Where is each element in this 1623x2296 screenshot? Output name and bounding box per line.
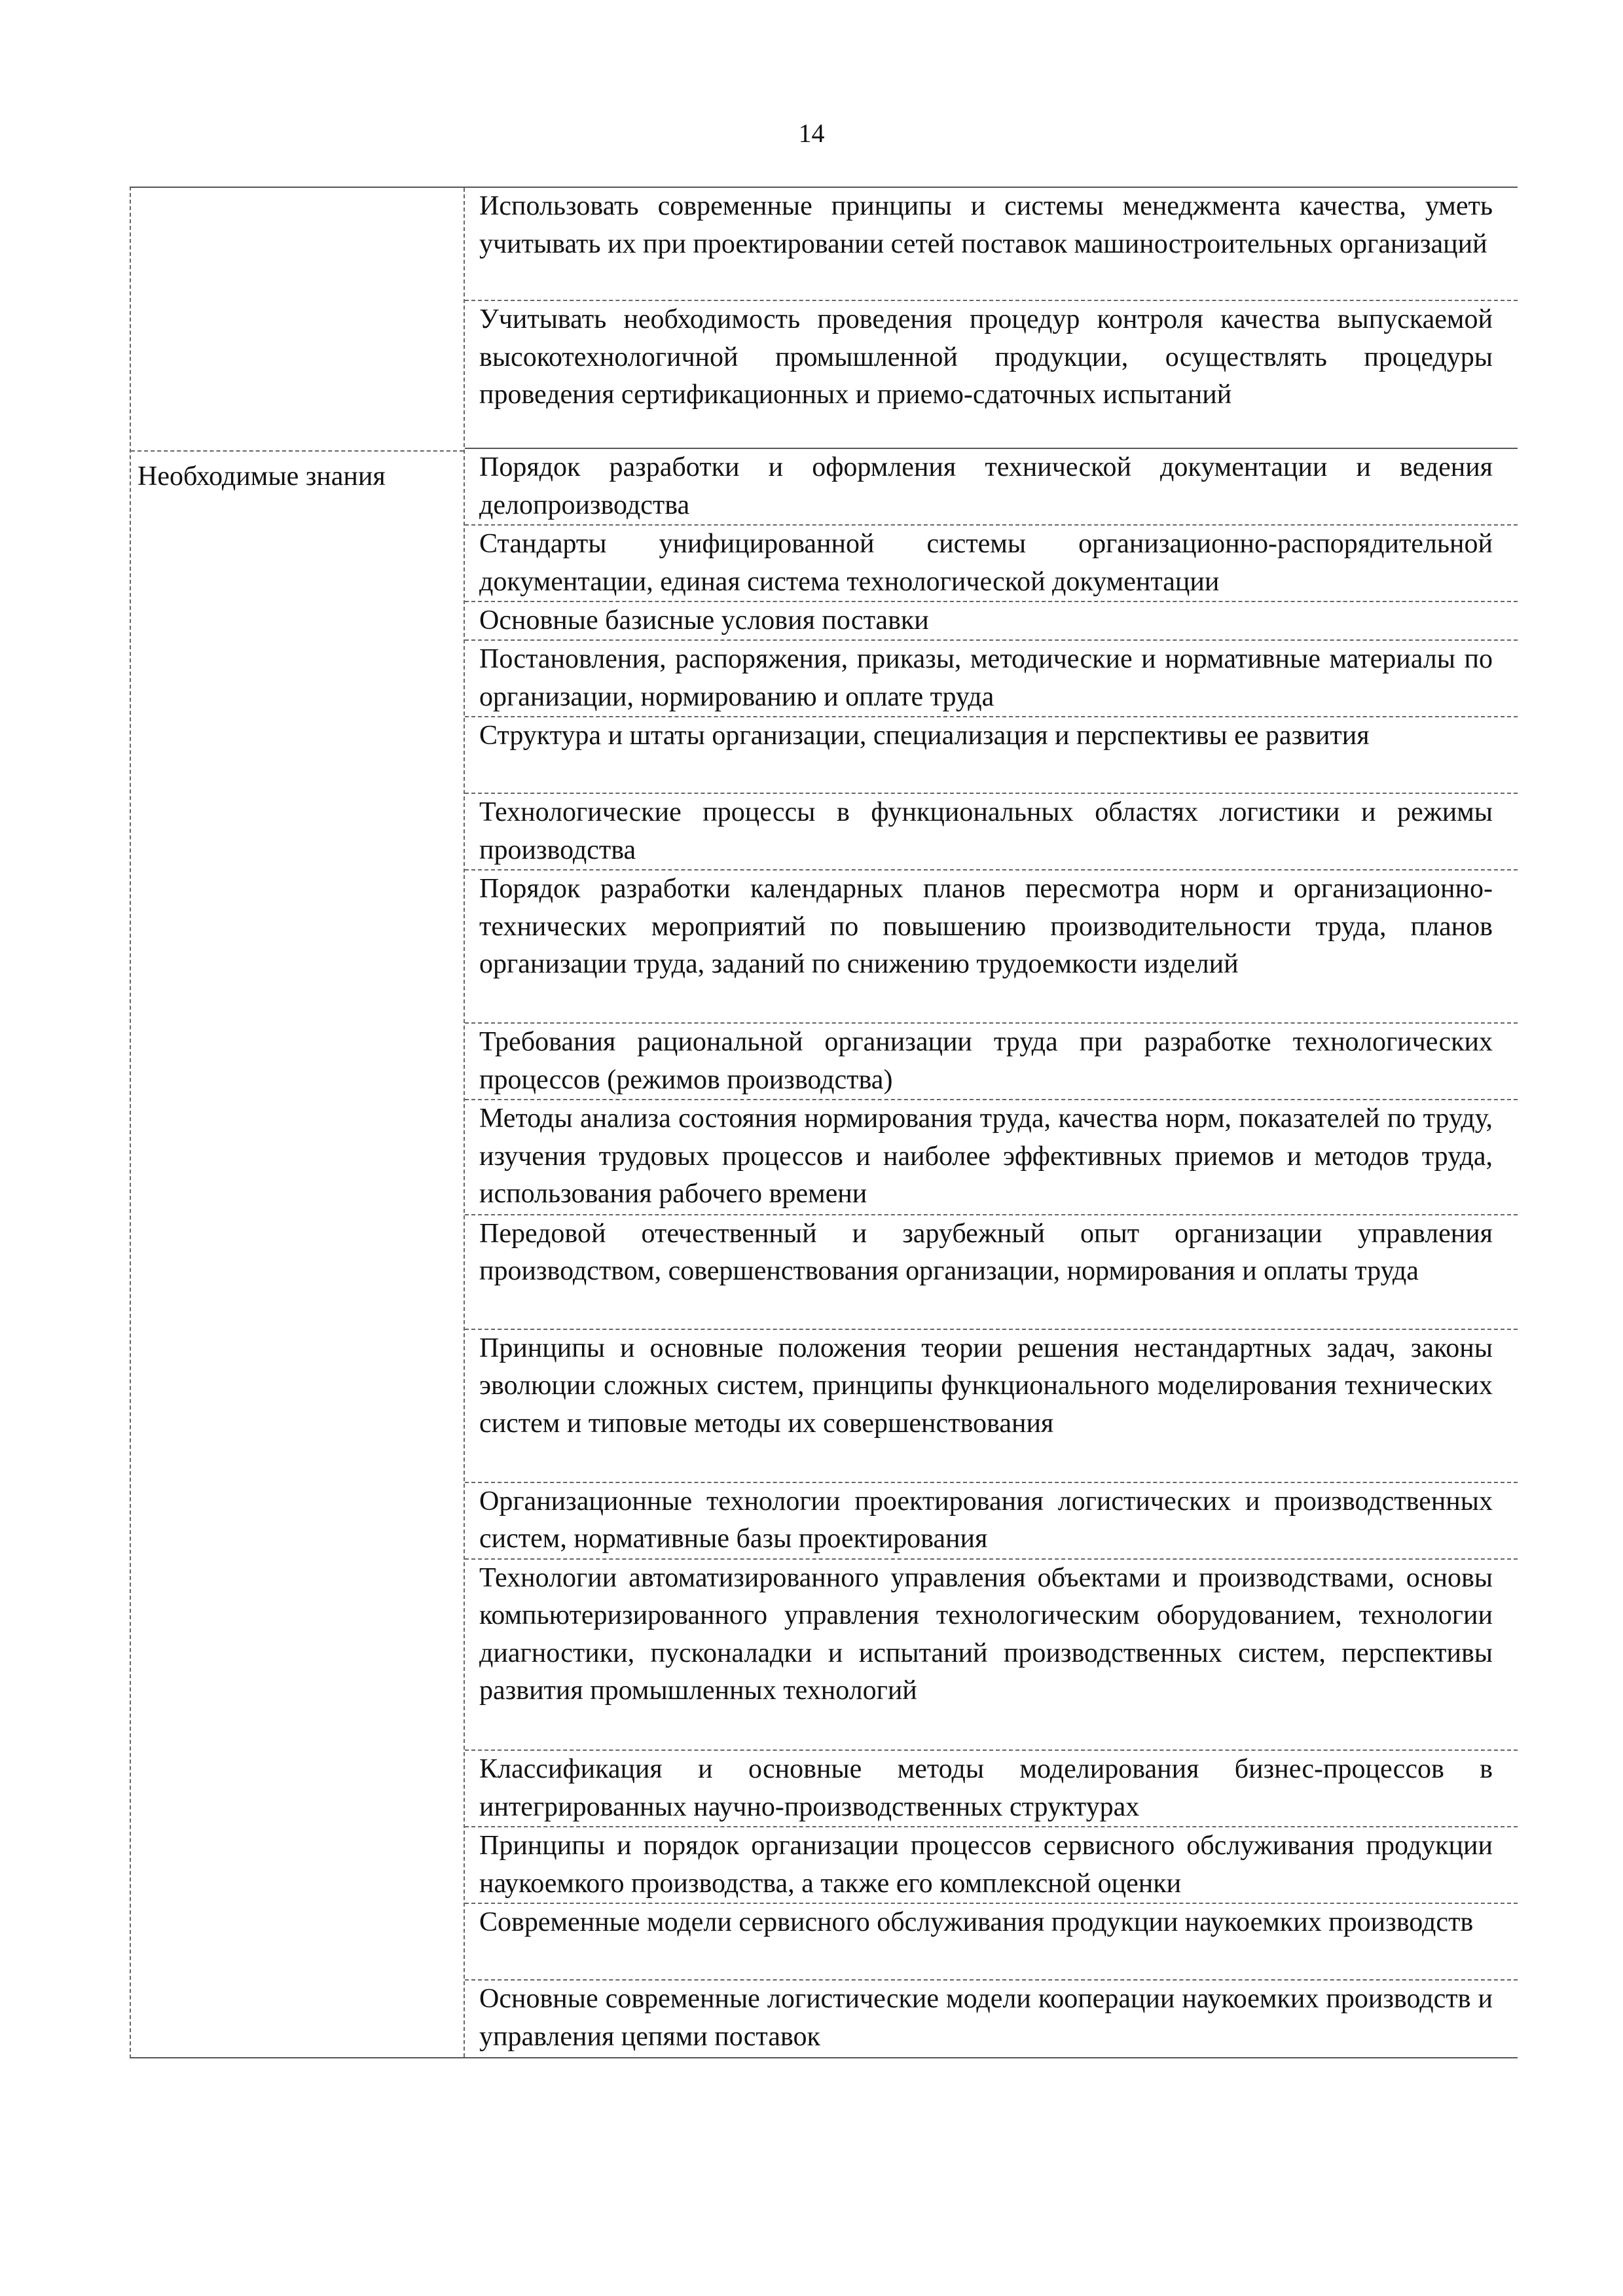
section-label-knowledge: Необходимые знания — [137, 461, 386, 492]
knowledge-row: Методы анализа состояния нормирования труда, качества норм, показателей по труду, изучения трудовых процессов и наиболее эффективных приемов и методов труда, использования рабочего времени — [465, 1100, 1518, 1215]
knowledge-row: Порядок разработки календарных планов пересмотра норм и организационно-технических мероприятий по повышению производительности труда, планов организации труда, заданий по снижению трудоемкости изделий — [465, 870, 1518, 1024]
knowledge-row: Порядок разработки и оформления технической документации и ведения делопроизводства — [465, 449, 1518, 526]
knowledge-row: Структура и штаты организации, специализация и перспективы ее развития — [465, 717, 1518, 794]
knowledge-row: Принципы и порядок организации процессов сервисного обслуживания продукции наукоемкого производства, а также его комплексной оценки — [465, 1827, 1518, 1904]
label-column — [131, 188, 465, 2057]
knowledge-row: Современные модели сервисного обслуживания продукции наукоемких производств — [465, 1904, 1518, 1981]
skill-row: Учитывать необходимость проведения процедур контроля качества выпускаемой высокотехнологичной промышленной продукции, осуществлять процедуры проведения сертификационных и приемо-сдаточных испытаний — [465, 301, 1518, 449]
knowledge-row: Технологические процессы в функциональных областях логистики и режимы производства — [465, 794, 1518, 870]
knowledge-row: Принципы и основные положения теории решения нестандартных задач, законы эволюции сложных систем, принципы функционального моделирования технических систем и типовые методы их совершенствования — [465, 1330, 1518, 1483]
knowledge-row: Требования рациональной организации труда при разработке технологических процессов (режимов производства) — [465, 1024, 1518, 1100]
knowledge-row: Основные современные логистические модели кооперации наукоемких производств и управления цепями поставок — [479, 1984, 1493, 2052]
competency-table — [130, 187, 1518, 2058]
knowledge-row: Постановления, распоряжения, приказы, методические и нормативные материалы по организации, нормированию и оплате труда — [465, 641, 1518, 717]
knowledge-row: Классификация и основные методы моделирования бизнес-процессов в интегрированных научно-производственных структурах — [465, 1751, 1518, 1827]
skill-row: Использовать современные принципы и системы менеджмента качества, уметь учитывать их при проектировании сетей поставок машиностроительных организаций — [465, 188, 1518, 301]
page-number: 14 — [798, 118, 825, 148]
knowledge-row: Организационные технологии проектирования логистических и производственных систем, нормативные базы проектирования — [465, 1483, 1518, 1560]
content-column — [465, 188, 1518, 2057]
label-cell-empty — [131, 188, 464, 452]
knowledge-row: Передовой отечественный и зарубежный опыт организации управления производством, совершенствования организации, нормирования и оплаты труда — [465, 1215, 1518, 1330]
knowledge-row: Технологии автоматизированного управления объектами и производствами, основы компьютеризированного управления технологическим оборудованием, технологии диагностики, пусконаладки и испытаний производственных систем, перспективы развития промышленных технологий — [465, 1560, 1518, 1751]
knowledge-row: Стандарты унифицированной системы организационно-распорядительной документации, единая система технологической документации — [465, 526, 1518, 602]
knowledge-row: Основные базисные условия поставки — [465, 602, 1518, 641]
